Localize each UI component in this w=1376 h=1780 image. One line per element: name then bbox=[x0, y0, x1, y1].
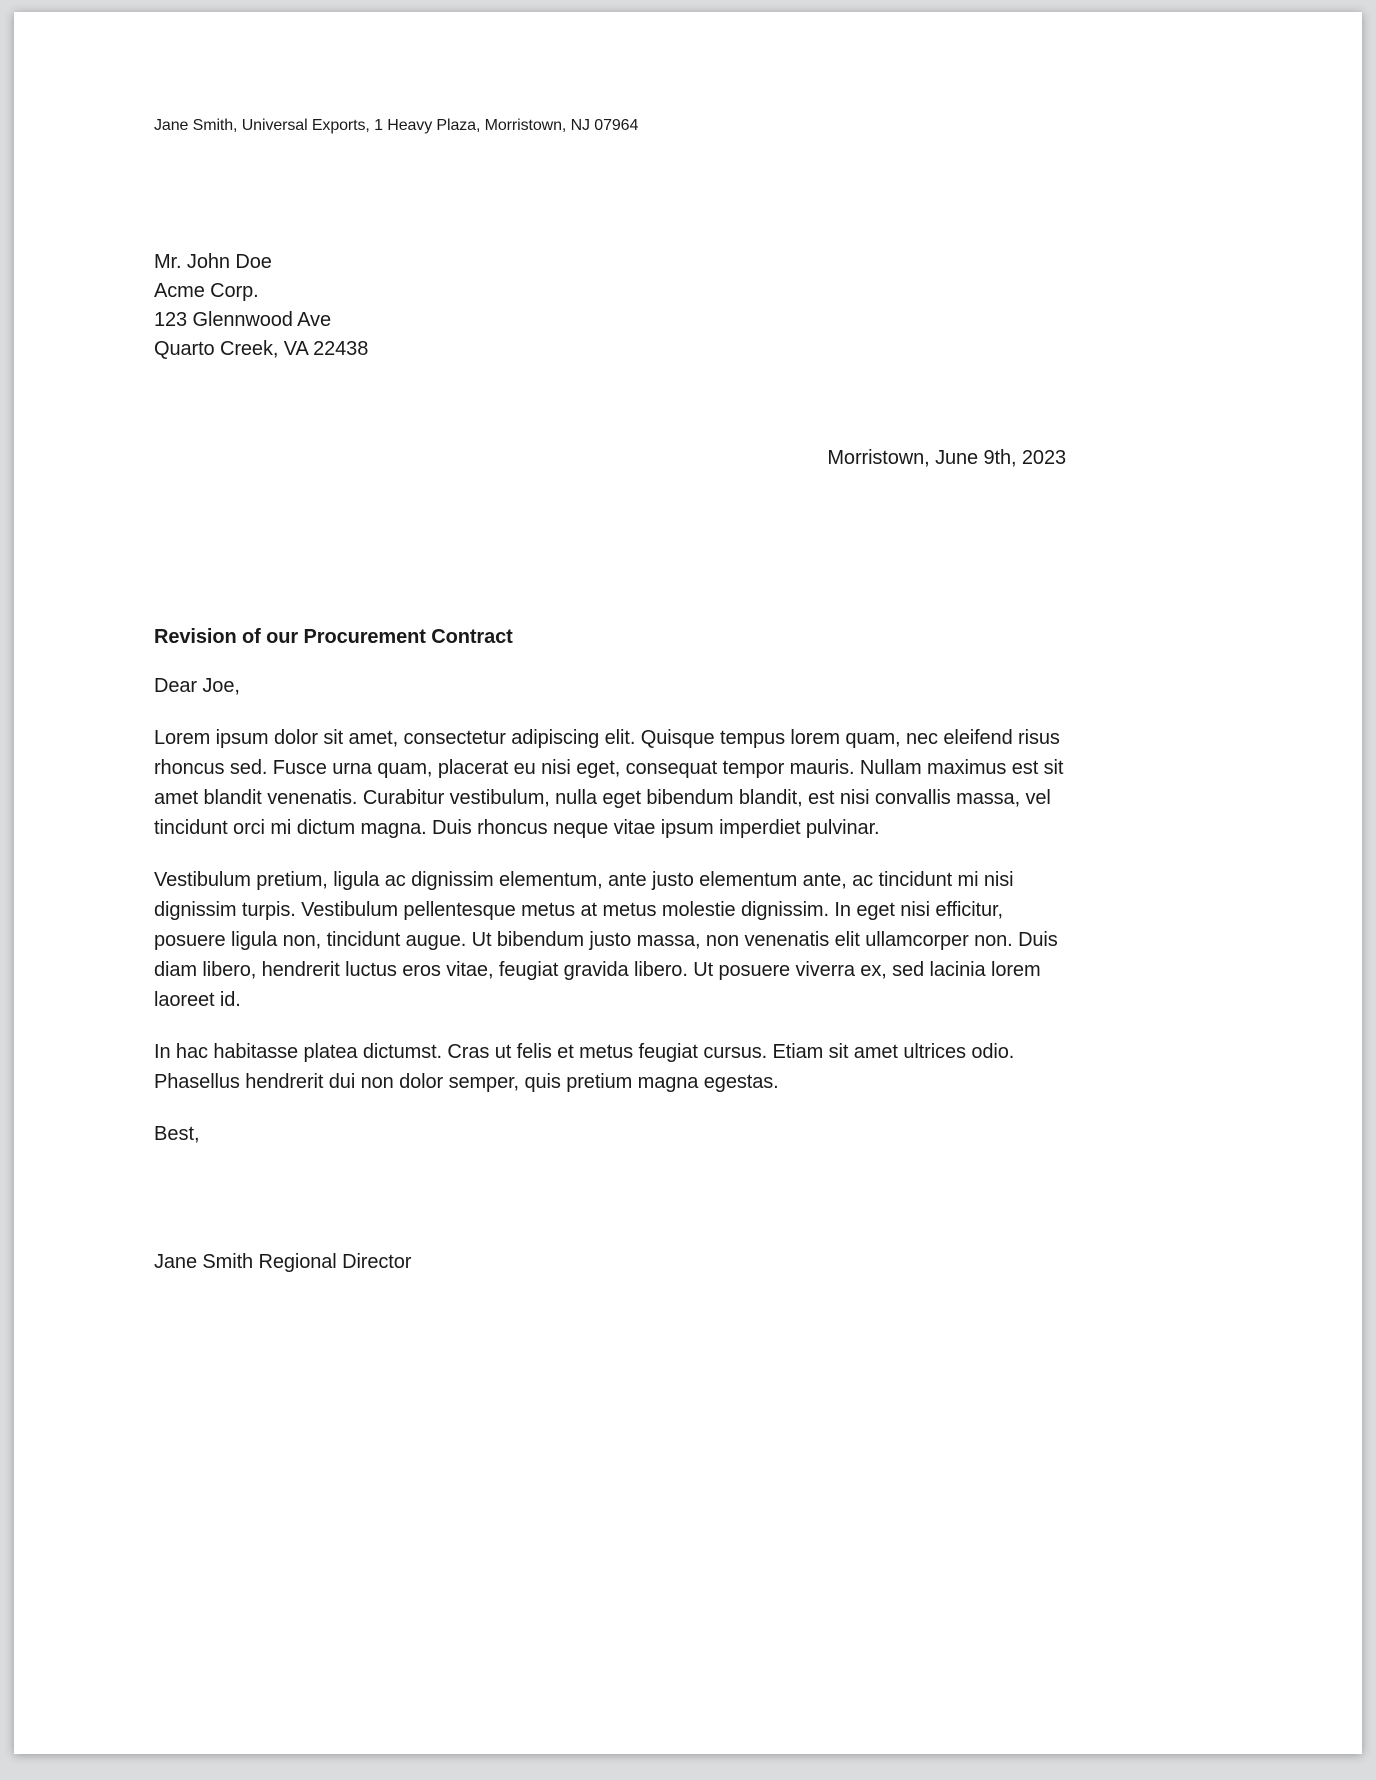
signature-line: Jane Smith Regional Director bbox=[154, 1251, 412, 1273]
body-paragraph: In hac habitasse platea dictumst. Cras ut felis et metus feugiat cursus. Etiam sit amet ultrices odio. Phasellus hendrerit dui non dolor semper, quis pretium magna egestas. bbox=[154, 1041, 1015, 1093]
date-line: Morristown, June 9th, 2023 bbox=[827, 447, 1066, 469]
recipient-name-line: Mr. John Doe bbox=[154, 251, 272, 273]
recipient-street-line: 123 Glennwood Ave bbox=[154, 309, 331, 331]
recipient-address-block bbox=[154, 248, 1362, 364]
recipient-city-line: Quarto Creek, VA 22438 bbox=[154, 338, 369, 360]
sender-line: Jane Smith, Universal Exports, 1 Heavy Plaza, Morristown, NJ 07964 bbox=[154, 117, 639, 134]
subject-line: Revision of our Procurement Contract bbox=[154, 626, 513, 648]
letter-body bbox=[154, 723, 1362, 1097]
recipient-company-line: Acme Corp. bbox=[154, 280, 259, 302]
body-paragraph: Lorem ipsum dolor sit amet, consectetur adipiscing elit. Quisque tempus lorem quam, nec eleifend risus rhoncus sed. Fusce urna quam, placerat eu nisi eget, consequat tempor mauris. Nullam maximus est sit amet blandit venenatis. Curabitur vestibulum, nulla eget bibendum blandit, est nisi convallis massa, vel tincidunt orci mi dictum magna. Duis rhoncus neque vitae ipsum imperdiet pulvinar. bbox=[154, 727, 1064, 839]
letter-page bbox=[14, 12, 1362, 1754]
closing-line: Best, bbox=[154, 1123, 200, 1145]
document-background bbox=[0, 12, 1376, 1780]
salutation: Dear Joe, bbox=[154, 675, 240, 697]
body-paragraph: Vestibulum pretium, ligula ac dignissim elementum, ante justo elementum ante, ac tincidunt mi nisi dignissim turpis. Vestibulum pellentesque metus at metus molestie dignissim. In eget nisi efficitur, posuere ligula non, tincidunt augue. Ut bibendum justo massa, non venenatis elit ullamcorper non. Duis diam libero, hendrerit luctus eros vitae, feugiat gravida libero. Ut posuere viverra ex, sed lacinia lorem laoreet id. bbox=[154, 869, 1058, 1011]
